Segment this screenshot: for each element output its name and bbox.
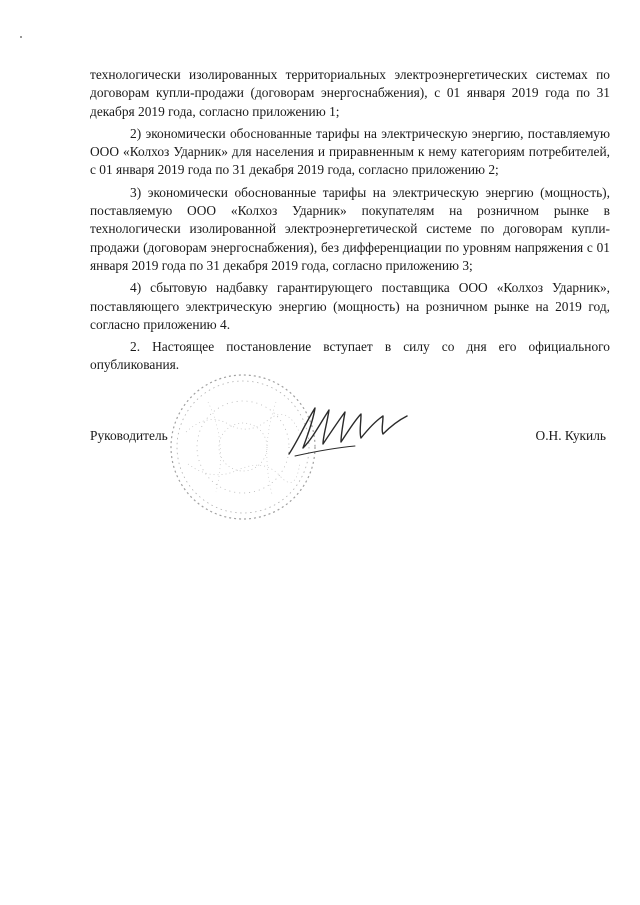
paragraph-item-3: 3) экономически обоснованные тарифы на электрическую энергию (мощность), поставляемую ООО «Колхоз Ударник» покупателям на розничном рынке в технологически изолированной электроэнергетической системе по договорам купли-продажи (договорам энергоснабжения), без дифференциации по уровням напряжения с 01 января 2019 года по 31 декабря 2019 года, согласно приложению 3; <box>90 184 610 273</box>
paragraph-continuation: технологически изолированных территориальных электроэнергетических системах по договорам купли-продажи (договорам энергоснабжения), с 01 января 2019 года по 31 декабря 2019 года, согласно приложению 1; <box>90 67 610 119</box>
paragraph-effective-date: 2. Настоящее постановление вступает в силу со дня его официального опубликования. <box>90 339 610 373</box>
paragraph-item-4: 4) сбытовую надбавку гарантирующего поставщика ООО «Колхоз Ударник», поставляющего электрическую энергию (мощность) на розничном рынке на 2019 год, согласно приложению 4. <box>90 280 610 332</box>
scan-speck <box>20 36 22 38</box>
handwritten-signature <box>283 398 413 460</box>
document-body <box>90 66 610 375</box>
signatory-position-title: Руководитель <box>90 428 168 443</box>
signatory-name: О.Н. Кукиль <box>535 428 606 443</box>
paragraph-item-2: 2) экономически обоснованные тарифы на электрическую энергию, поставляемую ООО «Колхоз Ударник» для населения и приравненным к нему категориям потребителей, с 01 января 2019 года по 31 декабря 2019 года, согласно приложению 2; <box>90 125 610 178</box>
